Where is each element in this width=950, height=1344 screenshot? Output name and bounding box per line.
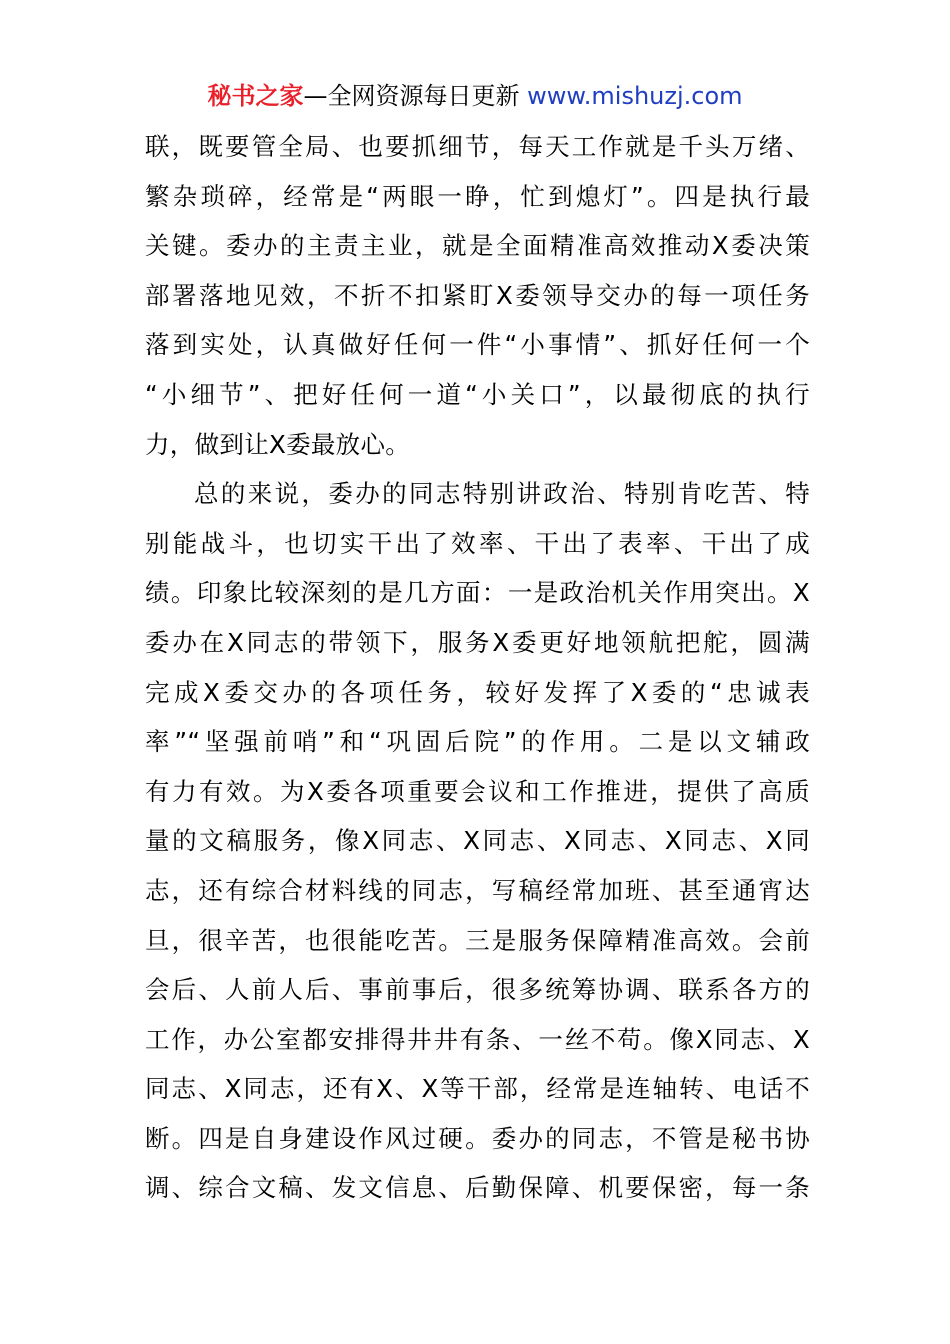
site-header [0, 80, 950, 112]
text-line: 量的文稿服务，像X同志、X同志、X同志、X同志、X同 [145, 826, 810, 856]
paragraph-1 [145, 122, 810, 469]
site-url-link[interactable]: www.mishuzj.com [527, 82, 743, 110]
document-body [145, 122, 810, 1213]
text-line: 调、综合文稿、发文信息、后勤保障、机要保密，每一条 [145, 1173, 810, 1203]
text-line: 繁杂琐碎，经常是“两眼一睁，忙到熄灯”。四是执行最 [145, 181, 810, 211]
text-line: 别能战斗，也切实干出了效率、干出了表率、干出了成 [145, 528, 810, 558]
text-line: 联，既要管全局、也要抓细节，每天工作就是千头万绪、 [145, 132, 810, 161]
text-line: 工作，办公室都安排得井井有条、一丝不苟。像X同志、X [145, 1024, 810, 1054]
text-line: 完成X委交办的各项任务，较好发挥了X委的“忠诚表 [145, 677, 810, 707]
text-line: 旦，很辛苦，也很能吃苦。三是服务保障精准高效。会前 [145, 925, 810, 955]
text-line: 委办在X同志的带领下，服务X委更好地领航把舵，圆满 [145, 627, 810, 657]
text-line: 有力有效。为X委各项重要会议和工作推进，提供了高质 [145, 776, 810, 806]
site-tagline: —全网资源每日更新 [303, 82, 520, 110]
text-line: 同志、X同志，还有X、X等干部，经常是连轴转、电话不 [145, 1074, 810, 1104]
text-line: 落到实处，认真做好任何一件“小事情”、抓好任何一个 [145, 330, 810, 360]
paragraph-2 [145, 469, 810, 1213]
text-line: 会后、人前人后、事前事后，很多统筹协调、联系各方的 [145, 975, 810, 1005]
site-brand: 秘书之家 [207, 82, 304, 110]
text-line: 总的来说，委办的同志特别讲政治、特别肯吃苦、特 [194, 479, 810, 509]
text-line: “小细节”、把好任何一道“小关口”，以最彻底的执行 [145, 379, 810, 409]
text-line: 率”“坚强前哨”和“巩固后院”的作用。二是以文辅政 [145, 727, 810, 757]
text-line: 力，做到让X委最放心。 [145, 429, 411, 459]
text-line: 部署落地见效，不折不扣紧盯X委领导交办的每一项任务 [145, 280, 810, 310]
text-line: 志，还有综合材料线的同志，写稿经常加班、甚至通宵达 [145, 875, 810, 905]
text-line: 绩。印象比较深刻的是几方面：一是政治机关作用突出。X [145, 578, 810, 608]
text-line: 断。四是自身建设作风过硬。委办的同志，不管是秘书协 [145, 1123, 810, 1153]
text-line: 关键。委办的主责主业，就是全面精准高效推动X委决策 [145, 231, 810, 261]
